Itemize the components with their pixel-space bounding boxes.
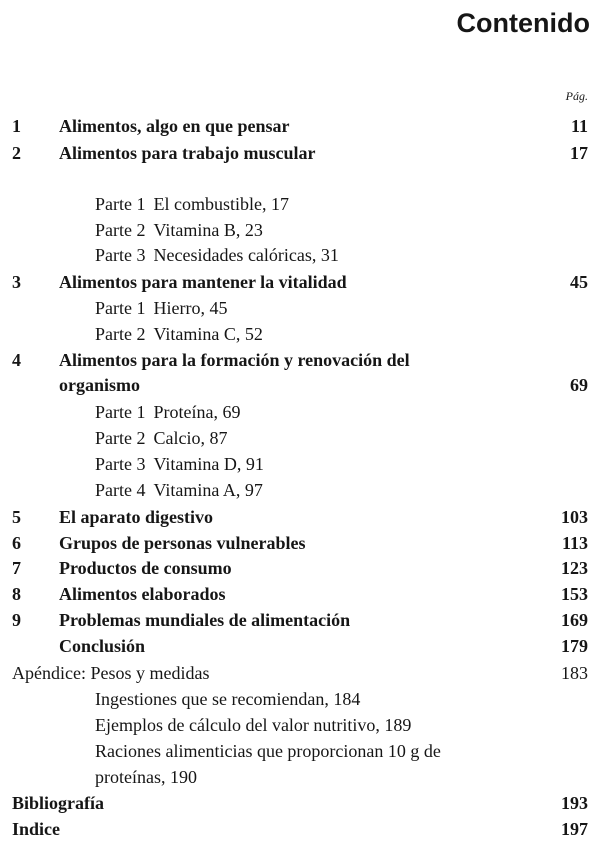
toc-entry-3 [0,270,600,294]
chapter-title: Alimentos, algo en que pensar [59,116,290,136]
toc-entry-2 [0,141,600,165]
chapter-number: 6 [12,533,21,553]
page-number: 197 [561,819,588,839]
page-number: 183 [561,663,588,683]
toc-entry-1 [0,114,600,138]
part-label: Parte 2 [95,428,146,448]
part-text: Necesidades calóricas, 31 [153,245,339,265]
section-title: Indice [12,819,61,839]
chapter-title: Alimentos para trabajo muscular [59,143,316,163]
part-label: Parte 2 [95,324,146,344]
section-title: Bibliografía [12,793,105,813]
toc-subentry [0,452,600,476]
toc-entry-4 [0,348,600,372]
page-number: 69 [570,375,588,395]
appendix-item-text: Ejemplos de cálculo del valor nutritivo, 189 [95,715,412,735]
toc-subentry [0,322,600,346]
toc-entry-indice [0,817,600,841]
toc-entry-9 [0,608,600,632]
chapter-number: 7 [12,558,21,578]
chapter-title: Alimentos para la formación y renovación del [59,350,410,370]
appendix-item-text: Ingestiones que se recomiendan, 184 [95,689,361,709]
toc-subentry [0,192,600,216]
part-label: Parte 2 [95,220,146,240]
appendix-item [0,765,600,789]
page-title: Contenido [456,8,590,38]
part-label: Parte 1 [95,298,146,318]
part-label: Parte 1 [95,402,146,422]
appendix-item-text: proteínas, 190 [95,767,197,787]
page-number: 103 [561,507,588,527]
chapter-number: 4 [12,350,21,370]
part-label: Parte 4 [95,480,146,500]
chapter-title: Conclusión [59,636,146,656]
chapter-title-continued: organismo [59,375,140,395]
page-number: 45 [570,272,588,292]
chapter-title: El aparato digestivo [59,507,214,527]
toc-entry-6 [0,531,600,555]
toc-entry-8 [0,582,600,606]
page-number: 153 [561,584,588,604]
toc-subentry [0,296,600,320]
page-number: 179 [561,636,588,656]
chapter-number: 2 [12,143,21,163]
toc-subentry [0,426,600,450]
part-label: Parte 3 [95,454,146,474]
part-text: Vitamina C, 52 [153,324,263,344]
chapter-title: Grupos de personas vulnerables [59,533,306,553]
chapter-number: 9 [12,610,21,630]
chapter-title: Alimentos elaborados [59,584,226,604]
page-number: 123 [561,558,588,578]
chapter-number: 5 [12,507,21,527]
page-column-header: Pág. [565,89,588,103]
part-text: Hierro, 45 [153,298,228,318]
part-text: El combustible, 17 [153,194,289,214]
chapter-number: 8 [12,584,21,604]
appendix-item-text: Raciones alimenticias que proporcionan 10 g de [95,741,441,761]
toc-entry-conclusion [0,634,600,658]
appendix-item [0,713,600,737]
part-text: Proteína, 69 [153,402,241,422]
part-text: Vitamina B, 23 [153,220,263,240]
chapter-title: Productos de consumo [59,558,232,578]
appendix-item [0,739,600,763]
toc-subentry [0,243,600,267]
part-text: Vitamina D, 91 [153,454,264,474]
toc-subentry [0,218,600,242]
page-number: 169 [561,610,588,630]
chapter-number: 3 [12,272,21,292]
toc-entry-7 [0,556,600,580]
appendix-title: Apéndice: Pesos y medidas [12,663,210,683]
page-number: 11 [570,116,588,136]
part-label: Parte 3 [95,245,146,265]
appendix-item [0,687,600,711]
chapter-title: Problemas mundiales de alimentación [59,610,351,630]
toc-entry-5 [0,505,600,529]
page-number: 17 [570,143,588,163]
toc-subentry [0,400,600,424]
toc-subentry [0,478,600,502]
toc-entry-appendix [0,661,600,685]
toc-entry-bibliografia [0,791,600,815]
toc-entry-4-cont [0,373,600,397]
page-number: 193 [561,793,588,813]
chapter-title: Alimentos para mantener la vitalidad [59,272,347,292]
part-text: Vitamina A, 97 [153,480,263,500]
chapter-number: 1 [12,116,21,136]
part-label: Parte 1 [95,194,146,214]
part-text: Calcio, 87 [153,428,228,448]
page-number: 113 [561,533,588,553]
